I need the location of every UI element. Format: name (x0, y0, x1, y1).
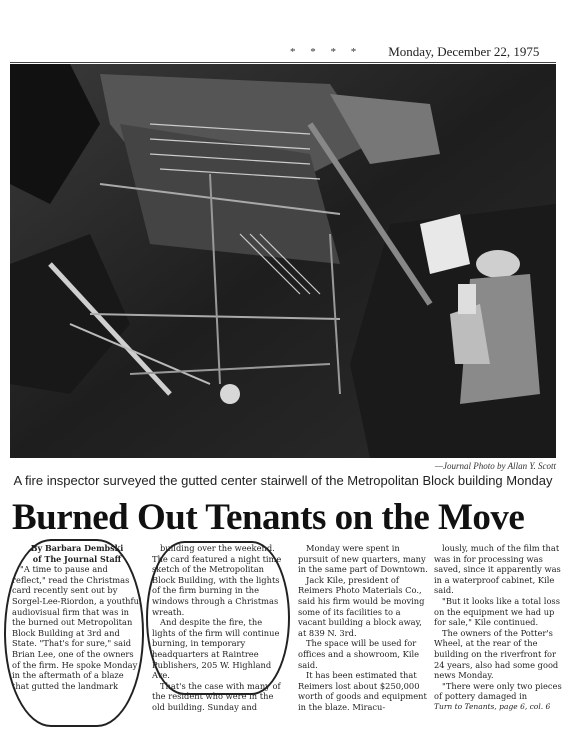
continued-line: Turn to Tenants, page 6, col. 6 (434, 701, 551, 711)
header-rule (10, 62, 556, 63)
article-column-3 (298, 543, 428, 723)
photo-credit: —Journal Photo by Allan Y. Scott (434, 461, 556, 471)
paragraph: "There were only two pieces of pottery damaged in (434, 680, 562, 702)
byline-author: By Barbara Dembski (30, 543, 124, 553)
paragraph: "A time to pause and reflect," read the Christmas card recently sent out by Sorgel-Lee-Riordon, a youthful audiovisual firm that was in the burned out Metropolitan Block Building at 3rd and State. "That's for sure," said Brian Lee, one of the owners of the firm. He spoke Monday in the aftermath of a blaze that gutted the landmark (12, 564, 142, 691)
paragraph: It has been estimated that Reimers lost about $250,000 worth of goods and equipment in the blaze. Miracu- (298, 670, 427, 712)
paragraph: The space will be used for offices and a showroom, Kile said. (298, 638, 420, 670)
paragraph: "But it looks like a total loss on the equipment we had up for sale," Kile continued. (434, 595, 560, 628)
hand-drawn-circle-left (4, 539, 144, 727)
fire-photo (10, 64, 556, 458)
headline: Burned Out Tenants on the Move (12, 497, 525, 538)
hand-drawn-circle-middle (146, 541, 290, 695)
paragraph: The owners of the Potter's Wheel, at the rear of the building on the riverfront for 24 years, also had some good news Monday. (434, 627, 559, 681)
article-body (12, 543, 562, 723)
paragraph: building over the weekend. The card featured a night time sketch of the Metropolitan Block Building, with the lights of the firm burning in the windows through a Christmas wreath. (152, 543, 282, 617)
paragraph: Monday were spent in pursuit of new quarters, many in the same part of Downtown. (298, 543, 428, 575)
dateline (290, 42, 560, 62)
edition-stars: * * * * (290, 46, 363, 58)
photo-caption: A fire inspector surveyed the gutted center stairwell of the Metropolitan Block building Monday (13, 473, 553, 488)
paragraph: Jack Kile, president of Reimers Photo Materials Co., said his firm would be moving some of its facilities to a vacant building a block away, at 839 N. 3rd. (298, 574, 425, 638)
byline-staff: of The Journal Staff (32, 553, 122, 564)
paragraph: And despite the fire, the lights of the firm will continue burning, in temporary headquarters at Raintree Publishers, 205 W. Highland Ave. (152, 617, 280, 681)
paragraph: That's the case with many of the resident who were in the old building. Sunday and (152, 680, 281, 712)
paragraph: lously, much of the film that was in for processing was saved, since it apparently was in a waterproof cabinet, Kile said. (434, 543, 561, 596)
publication-date: Monday, December 22, 1975 (388, 44, 540, 59)
article-column-4 (434, 543, 564, 723)
